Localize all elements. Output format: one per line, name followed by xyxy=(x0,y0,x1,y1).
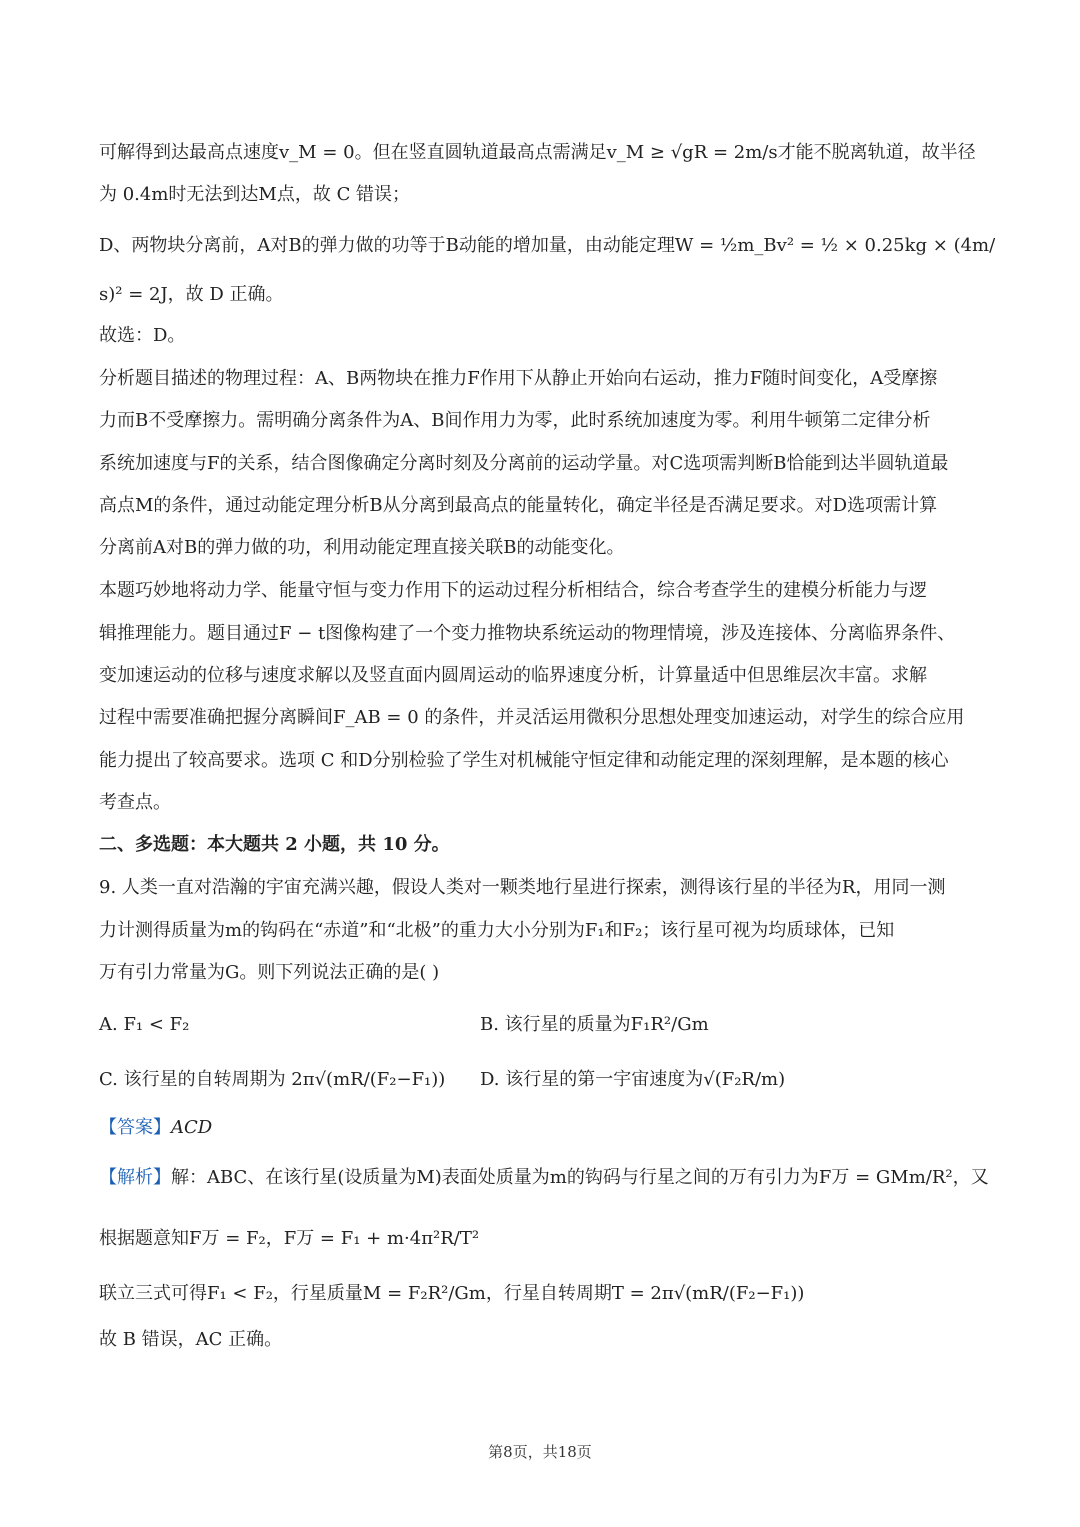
question-text: 力计测得质量为m的钩码在“赤道”和“北极”的重力大小分别为F₁和F₂；该行星可视为均质球体，已知 xyxy=(99,920,895,941)
answer-line xyxy=(99,1114,212,1142)
text-line: 系统加速度与F的关系，结合图像确定分离时刻及分离前的运动学量。对C选项需判断B恰能到达半圆轨道最 xyxy=(99,453,949,474)
analysis-text: 解：ABC、在该行星(设质量为M)表面处质量为m的钩码与行星之间的万有引力为F万 = GMm/R²，又 xyxy=(171,1167,989,1188)
answer-label: 【答案】 xyxy=(99,1117,171,1138)
text-line: 辑推理能力。题目通过F − t图像构建了一个变力推物块系统运动的物理情境，涉及连接体、分离临界条件、 xyxy=(99,623,956,644)
analysis-line xyxy=(99,1164,989,1192)
text-line: 能力提出了较高要求。选项 C 和D分别检验了学生对机械能守恒定律和动能定理的深刻理解，是本题的核心 xyxy=(99,750,949,771)
option-c: C. 该行星的自转周期为 2π√(mR/(F₂−F₁)) xyxy=(99,1069,446,1090)
text-line: 可解得到达最高点速度v_M = 0。但在竖直圆轨道最高点需满足v_M ≥ √gR = 2m/s才能不脱离轨道，故半径 xyxy=(99,142,976,163)
text-line: 故选：D。 xyxy=(99,325,186,346)
analysis-text: 故 B 错误，AC 正确。 xyxy=(99,1329,283,1350)
text-line: 考查点。 xyxy=(99,792,171,813)
option-a: A. F₁ < F₂ xyxy=(99,1014,190,1035)
option-b: B. 该行星的质量为F₁R²/Gm xyxy=(480,1014,709,1035)
text-line: D、两物块分离前，A对B的弹力做的功等于B动能的增加量，由动能定理W = ½m_Bv² = ½ × 0.25kg × (4m/ xyxy=(99,235,996,256)
answer-value: ACD xyxy=(171,1117,213,1138)
text-line: 为 0.4m时无法到达M点，故 C 错误； xyxy=(99,184,411,205)
text-line: 分离前A对B的弹力做的功，利用动能定理直接关联B的动能变化。 xyxy=(99,537,625,558)
analysis-label: 【解析】 xyxy=(99,1167,171,1188)
analysis-text: 根据题意知F万 = F₂，F万 = F₁ + m·4π²R/T² xyxy=(99,1228,480,1249)
text-line: 高点M的条件，通过动能定理分析B从分离到最高点的能量转化，确定半径是否满足要求。对D选项需计算 xyxy=(99,495,938,516)
analysis-text: 联立三式可得F₁ < F₂，行星质量M = F₂R²/Gm，行星自转周期T = 2π√(mR/(F₂−F₁)) xyxy=(99,1283,805,1304)
question-text: 万有引力常量为G。则下列说法正确的是( ) xyxy=(99,962,440,983)
question-text: 9. 人类一直对浩瀚的宇宙充满兴趣，假设人类对一颗类地行星进行探索，测得该行星的半径为R，用同一测 xyxy=(99,877,946,898)
text-line: 变加速运动的位移与速度求解以及竖直面内圆周运动的临界速度分析，计算量适中但思维层次丰富。求解 xyxy=(99,665,927,686)
section-heading: 二、多选题：本大题共 2 小题，共 10 分。 xyxy=(99,834,450,855)
text-line: 分析题目描述的物理过程：A、B两物块在推力F作用下从静止开始向右运动，推力F随时间变化，A受摩擦 xyxy=(99,368,938,389)
option-d: D. 该行星的第一宇宙速度为√(F₂R/m) xyxy=(480,1069,786,1090)
text-line: 力而B不受摩擦力。需明确分离条件为A、B间作用力为零，此时系统加速度为零。利用牛顿第二定律分析 xyxy=(99,410,931,431)
text-line: 本题巧妙地将动力学、能量守恒与变力作用下的运动过程分析相结合，综合考查学生的建模分析能力与逻 xyxy=(99,580,927,601)
text-line: s)² = 2J，故 D 正确。 xyxy=(99,284,284,305)
text-line: 过程中需要准确把握分离瞬间F_AB = 0 的条件，并灵活运用微积分思想处理变加速运动，对学生的综合应用 xyxy=(99,707,965,728)
page-footer: 第8页，共18页 xyxy=(488,1443,592,1461)
